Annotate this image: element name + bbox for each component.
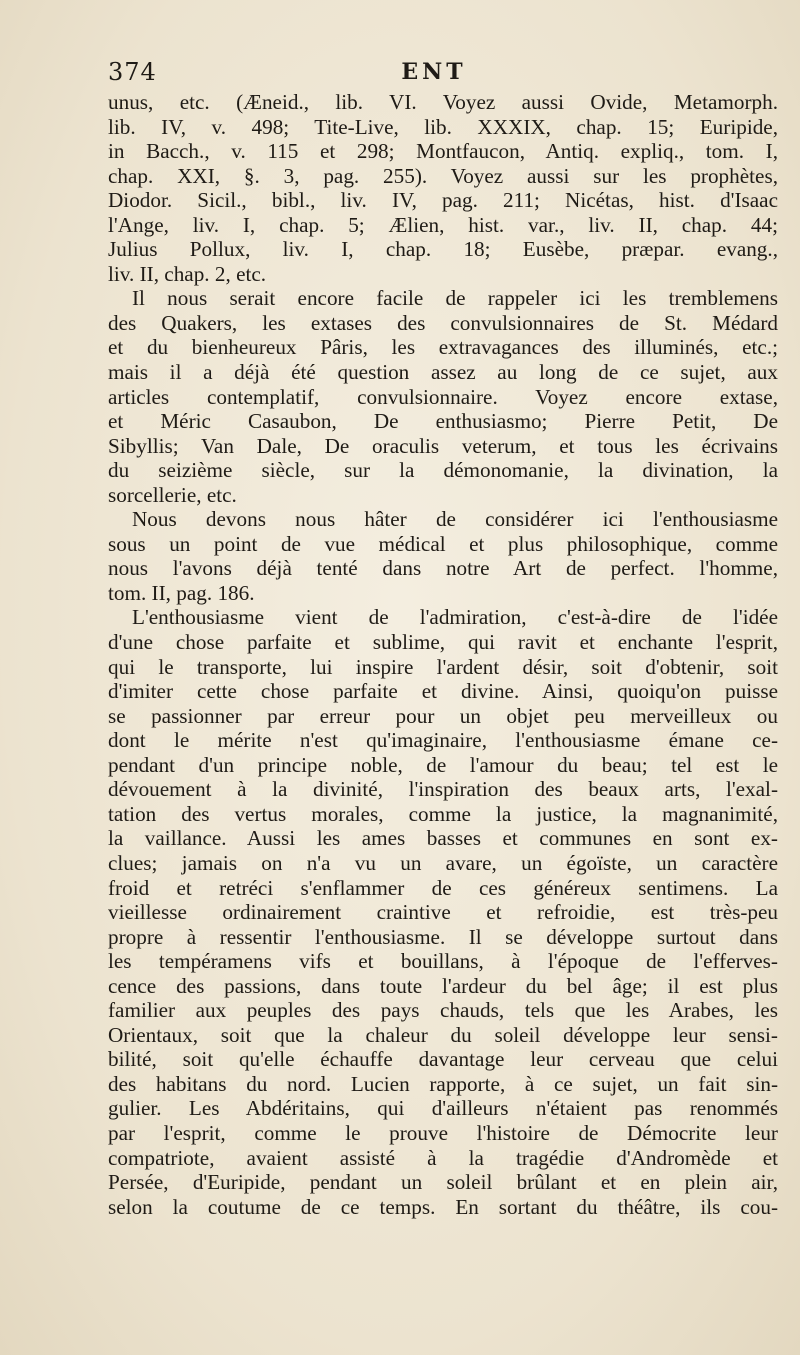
text-line: des habitans du nord. Lucien rapporte, à ce sujet, un fait sin- <box>108 1071 778 1096</box>
text-line: sorcellerie, etc. <box>108 482 237 507</box>
text-line: sous un point de vue médical et plus philosophique, comme <box>108 531 778 556</box>
text-line: mais il a déjà été question assez au long de ce sujet, aux <box>108 360 778 385</box>
text-line: des Quakers, les extases des convulsionnaires de St. Médard <box>108 310 778 335</box>
text-line: nous l'avons déjà tenté dans notre Art de perfect. l'homme, <box>108 556 778 581</box>
text-line: chap. XXI, §. 3, pag. 255). Voyez aussi sur les prophètes, <box>108 163 778 188</box>
text-line: par l'esprit, comme le prouve l'histoire de Démocrite leur <box>108 1120 778 1145</box>
text-line: pendant d'un principe noble, de l'amour du beau; tel est le <box>108 752 778 777</box>
text-line: tom. II, pag. 186. <box>108 580 255 605</box>
text-line: dont le mérite n'est qu'imaginaire, l'enthousiasme émane ce- <box>108 728 778 753</box>
text-line: propre à ressentir l'enthousiasme. Il se développe surtout dans <box>108 924 778 949</box>
text-line: Sibyllis; Van Dale, De oraculis veterum, et tous les écrivains <box>108 433 778 458</box>
text-line: Persée, d'Euripide, pendant un soleil brûlant et en plein air, <box>108 1170 778 1195</box>
text-line: froid et retréci s'enflammer de ces généreux sentimens. La <box>108 875 778 900</box>
text-line: clues; jamais on n'a vu un avare, un égoïste, un caractère <box>108 850 778 875</box>
text-line: l'Ange, liv. I, chap. 5; Ælien, hist. var., liv. II, chap. 44; <box>108 212 778 237</box>
text-line: se passionner par erreur pour un objet peu merveilleux ou <box>108 703 778 728</box>
text-line: Il nous serait encore facile de rappeler ici les tremblemens <box>132 286 778 311</box>
text-line: d'une chose parfaite et sublime, qui ravit et enchante l'esprit, <box>108 630 778 655</box>
body-text <box>108 90 778 1219</box>
text-line: compatriote, avaient assisté à la tragédie d'Andromède et <box>108 1145 778 1170</box>
text-line: L'enthousiasme vient de l'admiration, c'est-à-dire de l'idée <box>132 605 778 630</box>
text-line: et du bienheureux Pâris, les extravagances des illuminés, etc.; <box>108 335 778 360</box>
page-header <box>108 52 760 92</box>
text-line: et Méric Casaubon, De enthusiasmo; Pierre Petit, De <box>108 409 778 434</box>
text-line: Orientaux, soit que la chaleur du soleil développe leur sensi- <box>108 1022 778 1047</box>
text-line: lib. IV, v. 498; Tite-Live, lib. XXXIX, chap. 15; Euripide, <box>108 114 778 139</box>
text-line: Nous devons nous hâter de considérer ici l'enthousiasme <box>132 507 778 532</box>
text-line: dévouement à la divinité, l'inspiration des beaux arts, l'exal- <box>108 777 778 802</box>
text-line: vieillesse ordinairement craintive et refroidie, est très-peu <box>108 900 778 925</box>
text-line: in Bacch., v. 115 et 298; Montfaucon, Antiq. expliq., tom. I, <box>108 139 778 164</box>
text-line: la vaillance. Aussi les ames basses et communes en sont ex- <box>108 826 778 851</box>
text-line: unus, etc. (Æneid., lib. VI. Voyez aussi Ovide, Metamorph. <box>108 90 778 114</box>
text-line: du seizième siècle, sur la démonomanie, la divination, la <box>108 458 778 483</box>
text-line: liv. II, chap. 2, etc. <box>108 261 267 286</box>
text-line: Diodor. Sicil., bibl., liv. IV, pag. 211; Nicétas, hist. d'Isaac <box>108 188 778 213</box>
text-line: qui le transporte, lui inspire l'ardent désir, soit d'obtenir, soit <box>108 654 778 679</box>
text-line: les tempéramens vifs et bouillans, à l'époque de l'efferves- <box>108 949 778 974</box>
text-line: cence des passions, dans toute l'ardeur du bel âge; il est plus <box>108 973 778 998</box>
text-line: tation des vertus morales, comme la justice, la magnanimité, <box>108 801 778 826</box>
text-line: selon la coutume de ce temps. En sortant du théâtre, ils cou- <box>108 1194 778 1219</box>
text-line: articles contemplatif, convulsionnaire. Voyez encore extase, <box>108 384 778 409</box>
text-line: d'imiter cette chose parfaite et divine. Ainsi, quoiqu'on puisse <box>108 679 778 704</box>
text-line: bilité, soit qu'elle échauffe davantage leur cerveau que celui <box>108 1047 778 1072</box>
running-head: ENT <box>401 59 467 85</box>
text-line: familier aux peuples des pays chauds, tels que les Arabes, les <box>108 998 778 1023</box>
text-line: gulier. Les Abdéritains, qui d'ailleurs n'étaient pas renommés <box>108 1096 778 1121</box>
page-number: 374 <box>108 58 157 86</box>
text-line: Julius Pollux, liv. I, chap. 18; Eusèbe, præpar. evang., <box>108 237 778 262</box>
